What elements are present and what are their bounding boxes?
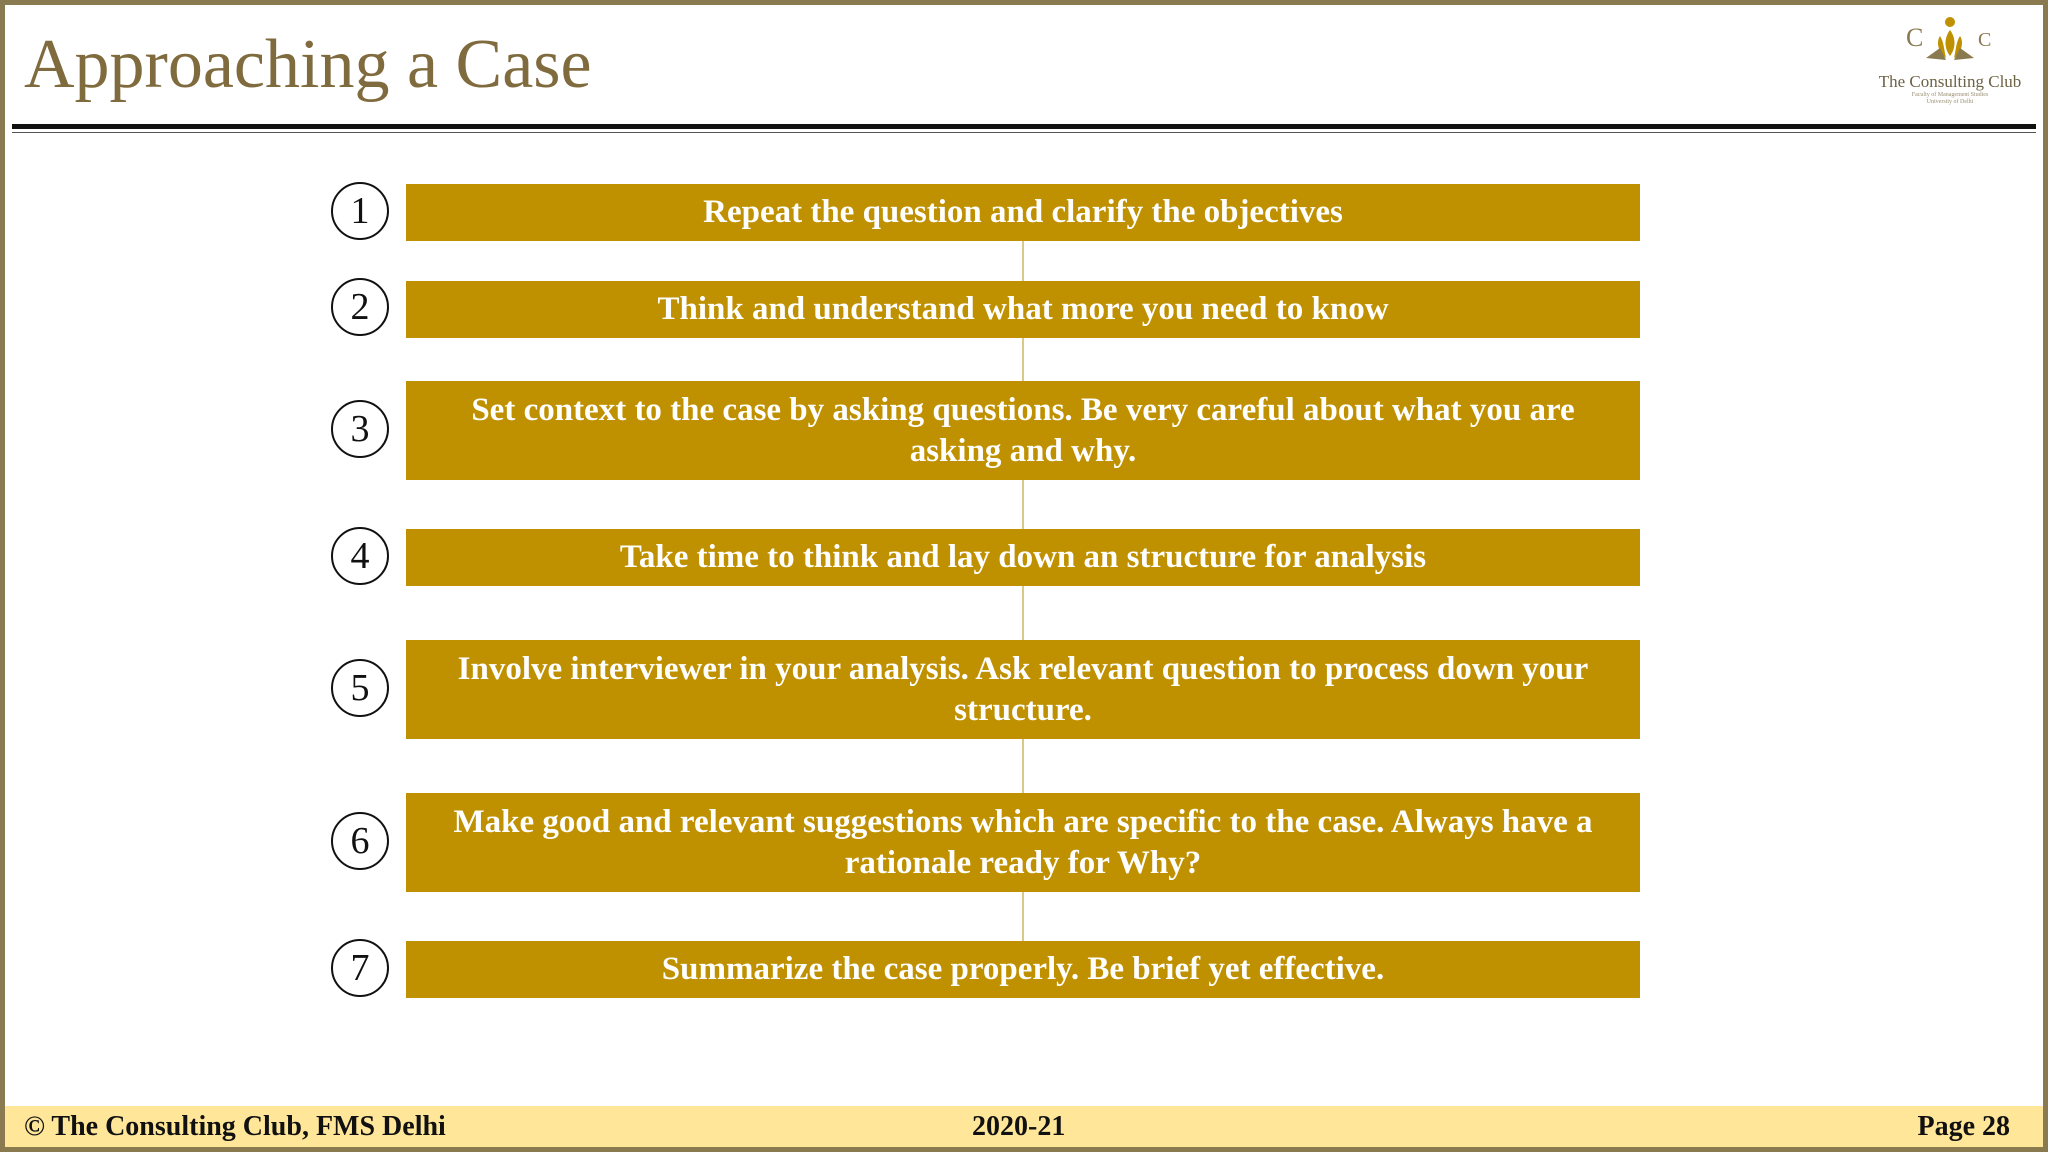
svg-text:C: C (1906, 23, 1924, 52)
logo-subtitle-2: University of Delhi (1926, 99, 1974, 105)
step-box-2: Think and understand what more you need to know (406, 281, 1640, 338)
slide-title: Approaching a Case (24, 26, 592, 103)
step-box-6: Make good and relevant suggestions which are specific to the case. Always have a rationale ready for Why? (406, 793, 1640, 892)
footer-page-number: Page 28 (1917, 1111, 2010, 1142)
step-box-1: Repeat the question and clarify the objectives (406, 184, 1640, 241)
logo-name: The Consulting Club (1878, 72, 2022, 91)
step-number-6: 6 (331, 812, 389, 870)
title-divider-thick (12, 124, 2036, 129)
step-number-2: 2 (331, 278, 389, 336)
logo-emblem-icon (1900, 14, 2000, 70)
footer-copyright: © The Consulting Club, FMS Delhi (24, 1111, 446, 1142)
step-box-7: Summarize the case properly. Be brief yet effective. (406, 941, 1640, 998)
step-box-3: Set context to the case by asking questions. Be very careful about what you are asking and why. (406, 381, 1640, 480)
step-number-1: 1 (331, 182, 389, 240)
step-number-5: 5 (331, 659, 389, 717)
logo-subtitle-1: Faculty of Management Studies (1911, 92, 1989, 98)
step-number-7: 7 (331, 939, 389, 997)
step-number-3: 3 (331, 400, 389, 458)
step-box-5: Involve interviewer in your analysis. Ask relevant question to process down your structure. (406, 640, 1640, 739)
title-divider-thin (12, 132, 2036, 133)
consulting-club-logo (1870, 14, 2030, 118)
step-box-4: Take time to think and lay down an structure for analysis (406, 529, 1640, 586)
footer-year: 2020-21 (972, 1111, 1066, 1142)
step-number-4: 4 (331, 527, 389, 585)
svg-text:C: C (1978, 29, 1992, 51)
